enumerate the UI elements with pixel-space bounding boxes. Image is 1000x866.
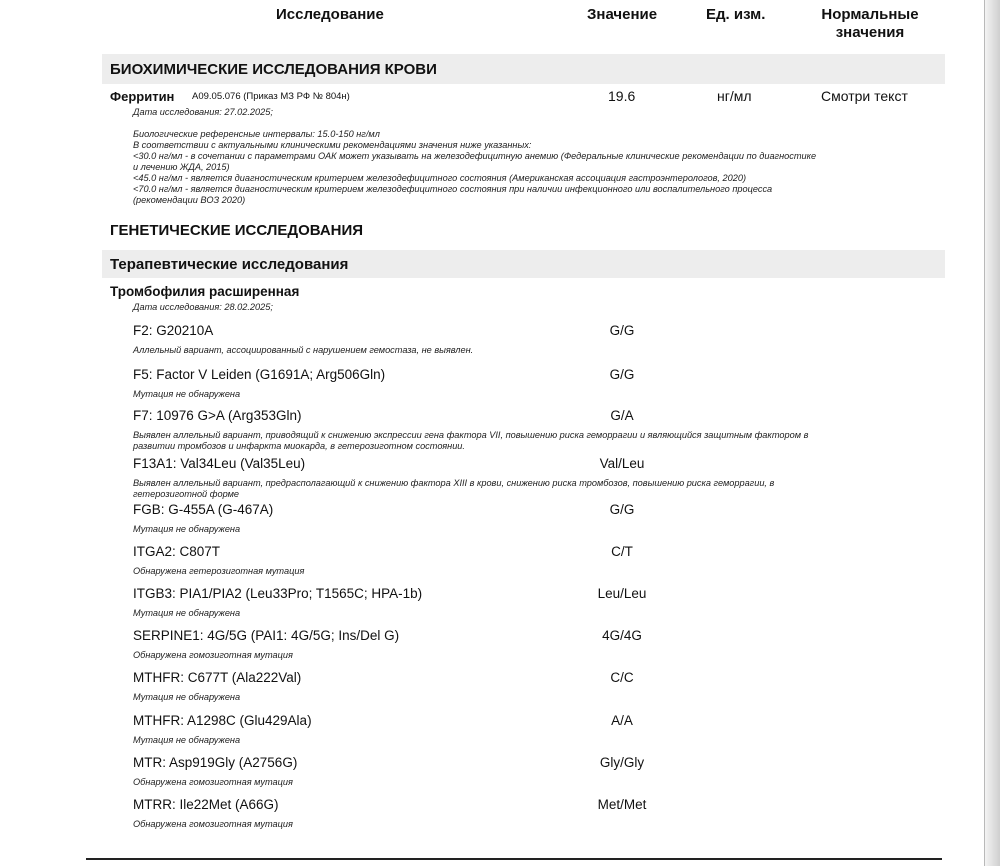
gene-test-comment — [133, 389, 943, 400]
column-header-norm — [790, 6, 950, 42]
gene-test-name: FGB: G-455A (G-467A) — [133, 502, 274, 517]
gene-test-value: Leu/Leu — [597, 586, 647, 601]
gene-test-comment-line: Обнаружена гомозиготная мутация — [133, 650, 293, 660]
gene-test-comment-line: Мутация не обнаружена — [133, 389, 241, 399]
gene-test-comment — [133, 735, 943, 746]
section-band-biochemistry — [102, 54, 945, 84]
ferritin-note-line: Биологические референсные интервалы: 15.0-150 нг/мл — [133, 129, 380, 139]
gene-test-name: MTHFR: A1298C (Glu429Ala) — [133, 713, 312, 728]
gene-test-name: MTR: Asp919Gly (A2756G) — [133, 755, 298, 770]
gene-test-comment-line: Выявлен аллельный вариант, приводящий к снижению экспрессии гена фактора VII, повышению риска геморрагии и являющийся защитным фактором в — [133, 430, 809, 440]
gene-test-comment-line: Мутация не обнаружена — [133, 735, 241, 745]
gene-test-comment-line: Аллельный вариант, ассоциированный с нарушением гемостаза, не выявлен. — [133, 345, 474, 355]
section-title-biochemistry: БИОХИМИЧЕСКИЕ ИССЛЕДОВАНИЯ КРОВИ — [110, 61, 437, 78]
gene-test-comment — [133, 608, 943, 619]
subsection-band-therapeutic — [102, 250, 945, 278]
gene-test-name: SERPINE1: 4G/5G (PAI1: 4G/5G; Ins/Del G) — [133, 628, 400, 643]
column-header-unit: Ед. изм. — [706, 6, 766, 23]
gene-test-comment-line: Обнаружена гомозиготная мутация — [133, 819, 293, 829]
gene-test-comment-line: развитии тромбозов и инфаркта миокарда, в гетерозиготном состоянии. — [133, 441, 465, 451]
gene-test-name: F2: G20210A — [133, 323, 214, 338]
gene-test-value: G/A — [610, 408, 634, 423]
ferritin-note-line: <70.0 нг/мл - является диагностическим критерием железодефицитного состояния при наличии инфекционного или воспалительного процесса — [133, 184, 773, 194]
test-name-ferritin: Ферритин — [110, 89, 175, 104]
gene-test-comment — [133, 566, 943, 577]
gene-test-value: G/G — [609, 367, 635, 382]
ferritin-notes — [133, 129, 816, 206]
test-value-ferritin: 19.6 — [608, 88, 636, 104]
gene-test-value: C/C — [610, 670, 634, 685]
gene-test-value: Met/Met — [597, 797, 647, 812]
column-header-study: Исследование — [276, 6, 384, 23]
gene-test-name: F7: 10976 G>A (Arg353Gln) — [133, 408, 302, 423]
gene-test-value: G/G — [609, 502, 635, 517]
ferritin-note-line: (рекомендации ВОЗ 2020) — [133, 195, 246, 205]
gene-test-name: ITGA2: C807T — [133, 544, 221, 559]
gene-test-value: A/A — [611, 713, 633, 728]
ferritin-note-line: <45.0 нг/мл - является диагностическим критерием железодефицитного состояния (Американская ассоциация гастроэнтерологов, 2020) — [133, 173, 747, 183]
test-unit-ferritin: нг/мл — [717, 88, 752, 104]
gene-test-name: ITGB3: PIA1/PIA2 (Leu33Pro; T1565C; HPA-1b) — [133, 586, 423, 601]
column-header-norm-line1: Нормальные — [821, 6, 919, 23]
gene-test-value: Gly/Gly — [599, 755, 645, 770]
ferritin-note-line: <30.0 нг/мл - в сочетании с параметрами ОАК может указывать на железодефицитную анемию (Федеральные клинические рекомендации по диагностике — [133, 151, 817, 161]
study-date-ferritin: Дата исследования: 27.02.2025; — [133, 107, 273, 117]
subsection-title-therapeutic: Терапевтические исследования — [110, 256, 349, 273]
gene-test-name: MTHFR: C677T (Ala222Val) — [133, 670, 302, 685]
study-date-genetic: Дата исследования: 28.02.2025; — [133, 302, 273, 312]
gene-test-comment-line: Мутация не обнаружена — [133, 692, 241, 702]
section-title-genetic: ГЕНЕТИЧЕСКИЕ ИССЛЕДОВАНИЯ — [110, 222, 364, 239]
gene-test-comment — [133, 650, 943, 661]
gene-test-comment — [133, 430, 943, 452]
gene-test-value: C/T — [611, 544, 633, 559]
gene-test-comment-line: Обнаружена гетерозиготная мутация — [133, 566, 305, 576]
gene-test-comment-line: Выявлен аллельный вариант, предрасполагающий к снижению фактора XIII в крови, снижению риска тромбозов, повышению риска геморрагии, в — [133, 478, 775, 488]
column-header-value: Значение — [587, 6, 658, 23]
gene-test-value: G/G — [609, 323, 635, 338]
gene-test-name: MTRR: Ile22Met (A66G) — [133, 797, 279, 812]
page-edge-shadow — [985, 0, 1000, 866]
gene-test-comment — [133, 777, 943, 788]
bottom-divider — [86, 858, 942, 860]
gene-test-comment-line: Мутация не обнаружена — [133, 524, 241, 534]
gene-test-comment — [133, 692, 943, 703]
gene-test-name: F13A1: Val34Leu (Val35Leu) — [133, 456, 306, 471]
ferritin-note-line: и лечению ЖДА, 2015) — [133, 162, 230, 172]
gene-test-comment-line: Обнаружена гомозиготная мутация — [133, 777, 293, 787]
panel-title-thrombophilia: Тромбофилия расширенная — [110, 284, 300, 299]
gene-test-comment — [133, 478, 943, 500]
test-code-ferritin: A09.05.076 (Приказ МЗ РФ № 804н) — [192, 91, 350, 102]
gene-test-comment-line: гетерозиготной форме — [133, 489, 240, 499]
ferritin-note-line: В соответствии с актуальными клиническими рекомендациями значения ниже указанных: — [133, 140, 532, 150]
column-header-norm-line2: значения — [835, 24, 905, 41]
gene-test-name: F5: Factor V Leiden (G1691A; Arg506Gln) — [133, 367, 386, 382]
gene-test-comment — [133, 345, 943, 356]
gene-test-comment — [133, 524, 943, 535]
gene-test-value: 4G/4G — [602, 628, 642, 643]
test-norm-ferritin: Смотри текст — [821, 88, 908, 104]
gene-test-value: Val/Leu — [599, 456, 645, 471]
gene-test-comment — [133, 819, 943, 830]
gene-test-comment-line: Мутация не обнаружена — [133, 608, 241, 618]
